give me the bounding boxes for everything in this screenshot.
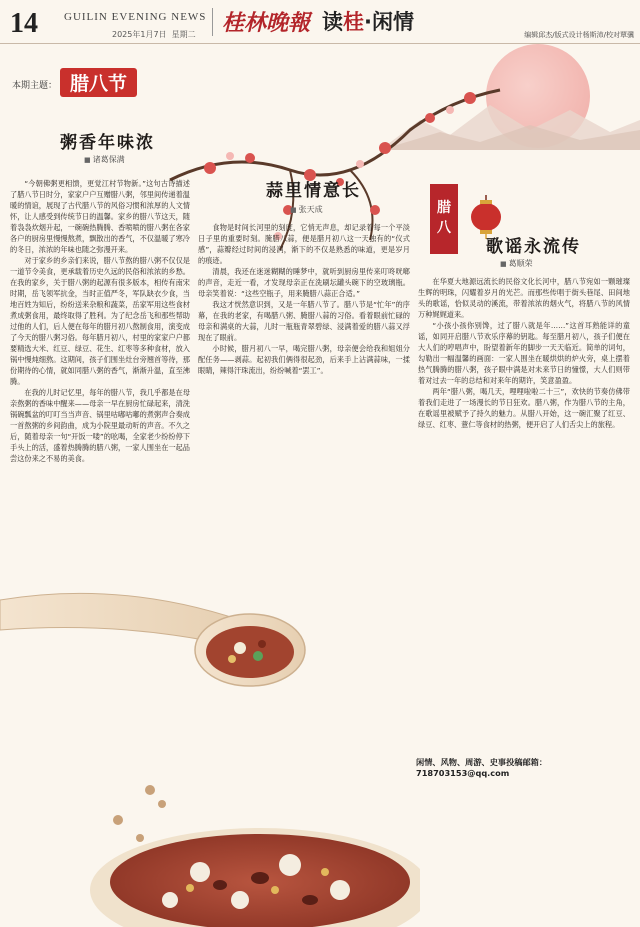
article-3-paragraph: 两年“腊八粥，喝几天，哩哩啦啦二十三”，欢快的节奏仿佛带着我们走进了一场漫长的节日狂欢。腊八粥，作为腊八节的主角，在歌谣里被赋予了持久的魅力。从腊八开始，这一碗汇聚了红豆、绿豆、红枣、薏仁等食材的热粥，便开启了人们舌尖上的旅程。 — [418, 387, 630, 429]
article-1-body — [10, 178, 190, 560]
weekday-text: 星期二 — [171, 30, 196, 39]
column-name — [322, 6, 414, 36]
page-header — [0, 0, 640, 44]
article-1-paragraph: 在我的儿时记忆里，每年的腊八节，我几乎都是在母亲熬粥的香味中醒来——母亲一早在厨房忙碌起来，清洗锅碗瓢盆的叮叮当当声音、锅里咕嘟咕嘟的煮粥声合奏成一首熬粥的乡间韵曲，成为小院里最动听的声音。不久之后，随着母亲一句“开饭一喽”的吆喝，全家老少纷纷停下手头上的活，盛着热腾腾的腊八粥，一家人围坐在一起品尝这份来之不易的美食。 — [10, 388, 190, 463]
theme-label: 本期主题： — [12, 81, 58, 91]
article-1-paragraph: 对于家乡的乡亲们来说，腊八节熬的腊八粥不仅仅是一道节令美食，更承载着历史久远的民俗和浓浓的乡愁。在我的家乡，关于腊八粥的起源有很多版本，相传有南宋时期，岳飞领军抗金，当时正值严冬，军队缺衣少食，当地百姓为知后，纷纷送来杂粮和蔬菜，岳家军用这些食材煮成粥食用，最终取得了胜利。为了纪念岳飞和那些帮助过他的人们，后人便在每年的腊月初八熬制食用，演变成了今天的腊八粥习俗。每年腊月初八，村里的家家户户都要精选大米、红豆、绿豆、花生、红枣等多种食材，放入锅中慢炖细熬。这期间，孩子们围坐灶台旁翘首等待，那份期待的心情，就如同腊八粥的香气，渐渐升温，直至沸腾。 — [10, 256, 190, 386]
theme-title: 腊八节 — [60, 68, 137, 97]
article-3-paragraph: 在华夏大地源远流长的民俗文化长河中，腊八节宛如一颗璀璨生辉的明珠，闪耀着岁月的光芒。而那些传唱于街头巷尾、田间地头的歌谣，恰似灵动的溪流，带着浓浓的烟火气，将腊八节的风情万种娓娓道来。 — [418, 277, 630, 319]
article-2-paragraph: 清晨，我还在迷迷糊糊的睡梦中，就听到厨房里传来叮咚咣啷的声音，走近一看，才发现母亲正在洗刷坛罐头碗下的空玻璃瓶。母亲笑着说：“这些空瓶子，用来腌腊八蒜正合适。” — [198, 267, 410, 298]
column-pre: 读 — [322, 10, 343, 34]
vertical-label-char: 八 — [437, 220, 451, 236]
vertical-festival-label — [430, 184, 458, 254]
article-3-paragraph: “小孩小孩你别馋，过了腊八就是年……”这首耳熟能详的童谣，如同开启腊八节欢乐序幕的钥匙。每至腊月初八，孩子们便在大人们的哼唱声中，盼望着新年的脚步一天天临近。简单的词句，勾勒出一幅温馨的画面：一家人围坐在暖烘烘的炉火旁，桌上摆着热气腾腾的腊八粥，孩子眼中满是对未来节日的憧憬，大人们则带着对过去一年的总结和对来年的期许，笑意盈盈。 — [418, 321, 630, 385]
article-1-paragraph: “今朝佛粥更相馈，更觉江村节物新。”这句古诗描述了腊八节日时分，家家户户互赠腊八粥，邻里间传递着温暖的情谊，展现了古代腊八节的风俗习惯和浓厚的人文情怀，让人感受到传统节日的温馨。家乡的腊八节这天，随着袅袅炊烟升起，一碗碗热腾腾、香喷喷的腊八粥在各家各户的厨房里慢慢熬煮，飘散出的香气，不仅温暖了寒冷的冬日，浓浓的年味也随之弥漫开来。 — [10, 179, 190, 254]
column-highlight: 桂 — [343, 10, 364, 34]
article-3-byline: ■ 葛顺荣 — [500, 258, 533, 269]
editor-credits: 编辑邱杰/版式设计杨斯沛/校对覃骥 — [524, 31, 634, 39]
article-1-byline: ■ 诸葛保满 — [84, 154, 125, 165]
submission-email-line: 闲情、风物、周游、史事投稿邮箱：718703153@qq.com — [416, 757, 548, 778]
article-2-title: 蒜里情意长 — [266, 181, 361, 201]
date-text: 2025年1月7日 — [112, 30, 167, 39]
page-number: 14 — [10, 8, 38, 39]
vertical-label-char: 腊 — [437, 200, 451, 216]
article-3-title: 歌谣永流传 — [486, 237, 581, 257]
article-2-paragraph: 食物是时间长河里的刻度，它悄无声息，却记录着每一个平淡日子里的重要时刻。腌腊八蒜，便是腊月初八这一天独有的“仪式感”，蒜瓣经过时间的浸润，渐下的不仅是熟悉的味道，更是岁月的痕迹。 — [198, 223, 410, 265]
paper-name-english: GUILIN EVENING NEWS — [64, 11, 207, 23]
column-post: ·闲情 — [364, 10, 414, 34]
article-2-paragraph: 我这才恍然意识到，又是一年腊八节了。腊八节是“忙年”的序幕，在我的老家，有喝腊八粥、腌腊八蒜的习俗。看着眼前忙碌的母亲和满桌的大蒜，儿时一瓶瓶青翠碧绿、浸满着爱的腊八蒜又浮现在了眼前。 — [198, 300, 410, 342]
header-divider — [212, 8, 213, 36]
article-1-title: 粥香年味浓 — [60, 133, 155, 153]
article-2-byline: ■ 张天成 — [290, 204, 323, 215]
article-2-paragraph: 小时候，腊月初八一早，喝完腊八粥，母亲便会给我和姐姐分配任务——剥蒜。起初我们俩得很起劲，后来手上沾满蒜味，一揉眼睛，辣得汗珠流出，纷纷喊着“罢工”。 — [198, 344, 410, 375]
article-3-body — [418, 276, 630, 754]
laba-porridge-bowl-illustration — [0, 560, 420, 927]
paper-logo: 桂林晚報 — [222, 10, 311, 36]
issue-date — [112, 29, 196, 40]
